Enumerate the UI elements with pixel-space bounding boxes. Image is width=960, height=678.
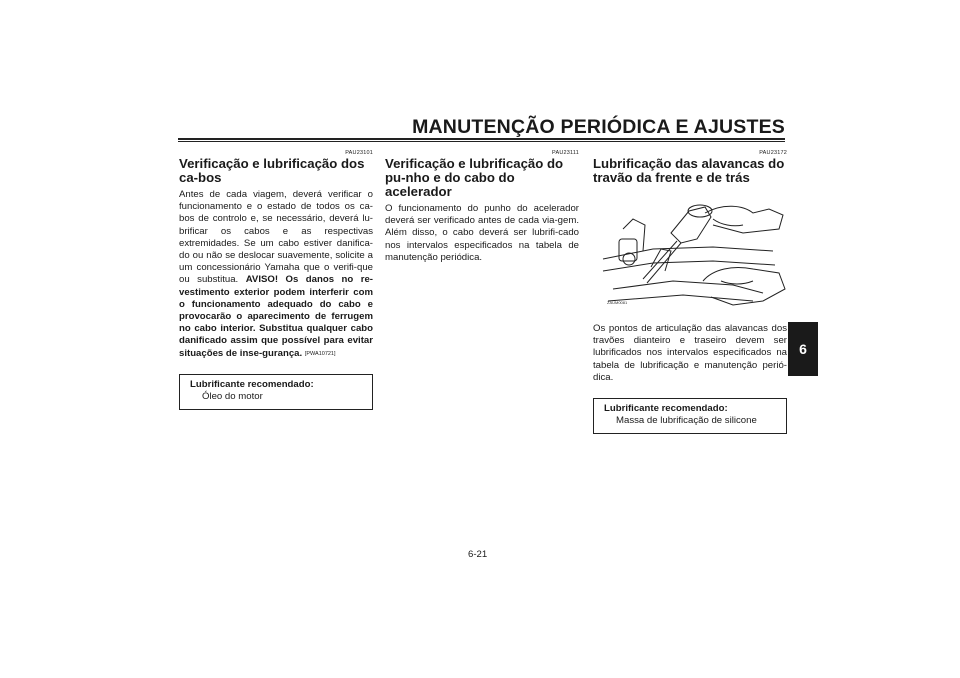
- section-heading: Verificação e lubrificação do pu-nho e do cabo do acelerador: [385, 156, 564, 199]
- lubricant-box: [593, 398, 787, 434]
- lubricant-title: Lubrificante recomendado:: [190, 378, 314, 390]
- lubricant-box: [179, 374, 373, 410]
- section-body: [179, 189, 373, 360]
- section-code: PAU23111: [552, 150, 579, 156]
- lever-illustration-svg: [593, 189, 787, 315]
- chapter-tab: 6: [788, 322, 818, 376]
- section-throttle: [385, 150, 579, 264]
- section-cables: [179, 150, 373, 410]
- section-body: Os pontos de articulação das alavancas dos travões dianteiro e traseiro devem ser lubrificados nos intervalos especificados na tabela de lubrificação e manutenção perió-dica.: [593, 323, 787, 383]
- page-number: 6-21: [468, 549, 488, 560]
- section-body-text: Antes de cada viagem, deverá verificar o funcionamento e o estado de todos os ca-bos de controlo e, se necessário, deverá lu-brificar os cabos e as respectivas extremidades. Se um cabo estiver danifica-do ou não se deslocar suavemente, solicite a um concessionário Yamaha que o verifi-que ou substitua.: [179, 189, 373, 286]
- header-rule: [178, 138, 785, 140]
- section-brake-levers: [593, 150, 787, 434]
- section-heading: Verificação e lubrificação dos ca-bos: [179, 156, 365, 185]
- figure-label: ZAUM0081: [607, 300, 628, 305]
- header-rule-thin: [178, 141, 785, 142]
- section-heading: Lubrificação das alavancas do travão da frente e de trás: [593, 156, 785, 185]
- warning-code: [PWA10721]: [304, 350, 336, 357]
- section-body: O funcionamento do punho do acelerador deverá ser verificado antes de cada via-gem. Além disso, o cabo deverá ser lubrifi-cado nos intervalos especificados na tabela de manutenção periódica.: [385, 203, 579, 263]
- section-code: PAU23172: [759, 150, 787, 156]
- warning-text: AVISO! Os danos no re-vestimento exterior podem interferir com o funcionamento adequado do cabo e provocarão o aparecimento de ferrugem no cabo interior. Substitua qualquer cabo danificado assim que possível para evitar situações de inse-gurança.: [179, 274, 373, 359]
- page-header-title: MANUTENÇÃO PERIÓDICA E AJUSTES: [412, 116, 785, 138]
- lubricant-value: Massa de lubrificação de silicone: [616, 415, 757, 427]
- lever-lubrication-illustration: [593, 189, 787, 315]
- lubricant-value: Óleo do motor: [202, 390, 263, 402]
- lubricant-title: Lubrificante recomendado:: [604, 403, 728, 415]
- section-code: PAU23101: [345, 150, 373, 156]
